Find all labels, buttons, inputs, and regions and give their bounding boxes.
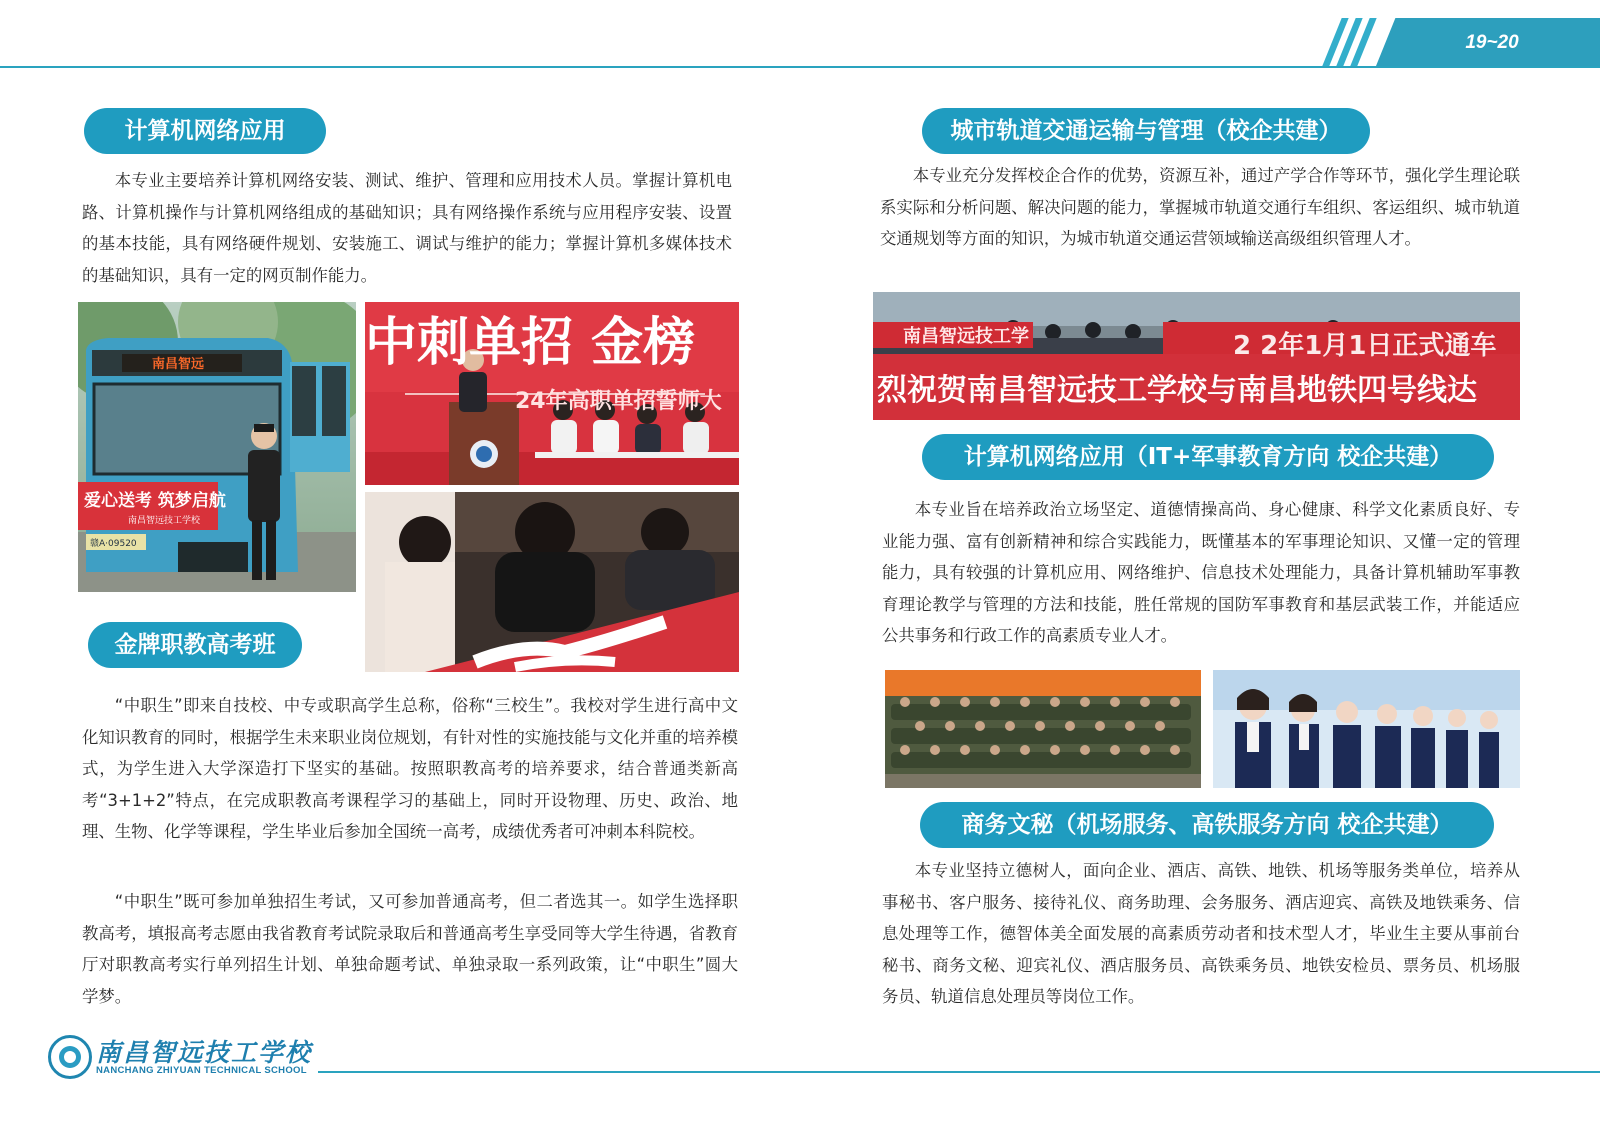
- photo-students-signing-banner: [365, 492, 739, 672]
- bus-plate: 赣A·09520: [90, 539, 137, 549]
- page-number: 19~20: [1465, 32, 1519, 53]
- crowd-banner-bottom: 烈祝贺南昌智远技工学校与南昌地铁四号线达: [877, 373, 1477, 408]
- vocational-exam-paragraph-2: “中职生”既可参加单独招生考试，又可参加普通高考，但二者选其一。如学生选择职教高考，填报高考志愿由我省教育考试院录取后和普通高考生享受同等大学生待遇，省教育厅对职教高考实行单列招生计划、单独命题考试、单独录取一系列政策，让“中职生”圆大学梦。: [82, 892, 738, 1006]
- header-rule: [0, 66, 1600, 68]
- section-title-computer-network: 计算机网络应用: [84, 108, 326, 154]
- school-name-english: NANCHANG ZHIYUAN TECHNICAL SCHOOL: [96, 1065, 307, 1076]
- bus-banner-sub: 南昌智远技工学校: [128, 516, 201, 526]
- computer-network-description: 本专业主要培养计算机网络安装、测试、维护、管理和应用技术人员。掌握计算机电路、计算机操作与计算机网络组成的基础知识；具有网络操作系统与应用程序安装、设置的基本技能，具有网络硬件规划、安装施工、调试与维护的能力；掌握计算机多媒体技术的基础知识，具有一定的网页制作能力。: [82, 171, 732, 285]
- section-title-business-secretary: 商务文秘（机场服务、高铁服务方向 校企共建）: [920, 802, 1494, 848]
- section-title-vocational-exam: 金牌职教高考班: [88, 622, 302, 668]
- section-title-urban-rail: 城市轨道交通运输与管理（校企共建）: [922, 108, 1370, 154]
- photo-service-attendants: [1213, 670, 1520, 788]
- stage-banner-big: 中刺单招 金榜: [365, 312, 696, 373]
- photo-exam-pledge-stage: [365, 302, 739, 485]
- urban-rail-description: 本专业充分发挥校企合作的优势，资源互补，通过产学合作等环节，强化学生理论联系实际和分析问题、解决问题的能力，掌握城市轨道交通行车组织、客运组织、城市轨道交通规划等方面的知识，为城市轨道交通运营领域输送高级组织管理人才。: [880, 166, 1520, 248]
- crowd-banner-top-right: 2 2年1月1日正式通车: [1233, 331, 1497, 361]
- photo-military-training-group: [885, 670, 1201, 788]
- bus-banner-main: 爱心送考 筑梦启航: [84, 491, 226, 511]
- stage-banner-small: 24年高职单招誓师大: [515, 389, 722, 414]
- it-military-description: 本专业旨在培养政治立场坚定、道德情操高尚、身心健康、科学文化素质良好、专业能力强、富有创新精神和综合实践能力，既懂基本的军事理论知识、又懂一定的管理能力，具有较强的计算机应用、网络维护、信息技术处理能力，具备计算机辅助军事教育理论教学与管理的方法和技能，胜任常规的国防军事教育和基层武装工作，并能适应公共事务和行政工作的高素质专业人才。: [882, 500, 1520, 645]
- section-title-it-military: 计算机网络应用（IT+军事教育方向 校企共建）: [922, 434, 1494, 480]
- school-name-chinese: 南昌智远技工学校: [96, 1038, 313, 1067]
- school-logo-icon: [48, 1035, 92, 1079]
- bus-marquee-text: 南昌智远: [151, 357, 205, 372]
- footer-rule: [318, 1071, 1600, 1073]
- business-secretary-description: 本专业坚持立德树人，面向企业、酒店、高铁、地铁、机场等服务类单位，培养从事秘书、客户服务、接待礼仪、商务助理、会务服务、酒店迎宾、高铁及地铁乘务、信息处理等工作，德智体美全面发展的高素质劳动者和技术型人才，毕业生主要从事前台秘书、商务文秘、迎宾礼仪、酒店服务员、高铁乘务员、地铁安检员、票务员、机场服务员、轨道信息处理员等岗位工作。: [882, 861, 1520, 1006]
- photo-bus-exam-send-off: [78, 302, 356, 592]
- vocational-exam-paragraph-1: “中职生”即来自技校、中专或职高学生总称，俗称“三校生”。我校对学生进行高中文化知识教育的同时，根据学生未来职业岗位规划，有针对性的实施技能与文化并重的培养模式，为学生进入大学深造打下坚实的基础。按照职教高考的培养要求，结合普通类新高考“3+1+2”特点，在完成职教高考课程学习的基础上，同时开设物理、历史、政治、地理、生物、化学等课程，学生毕业后参加全国统一高考，成绩优秀者可冲刺本科院校。: [82, 696, 738, 841]
- photo-metro-partnership-ceremony: [873, 292, 1520, 420]
- crowd-banner-top-left: 南昌智远技工学: [903, 326, 1029, 347]
